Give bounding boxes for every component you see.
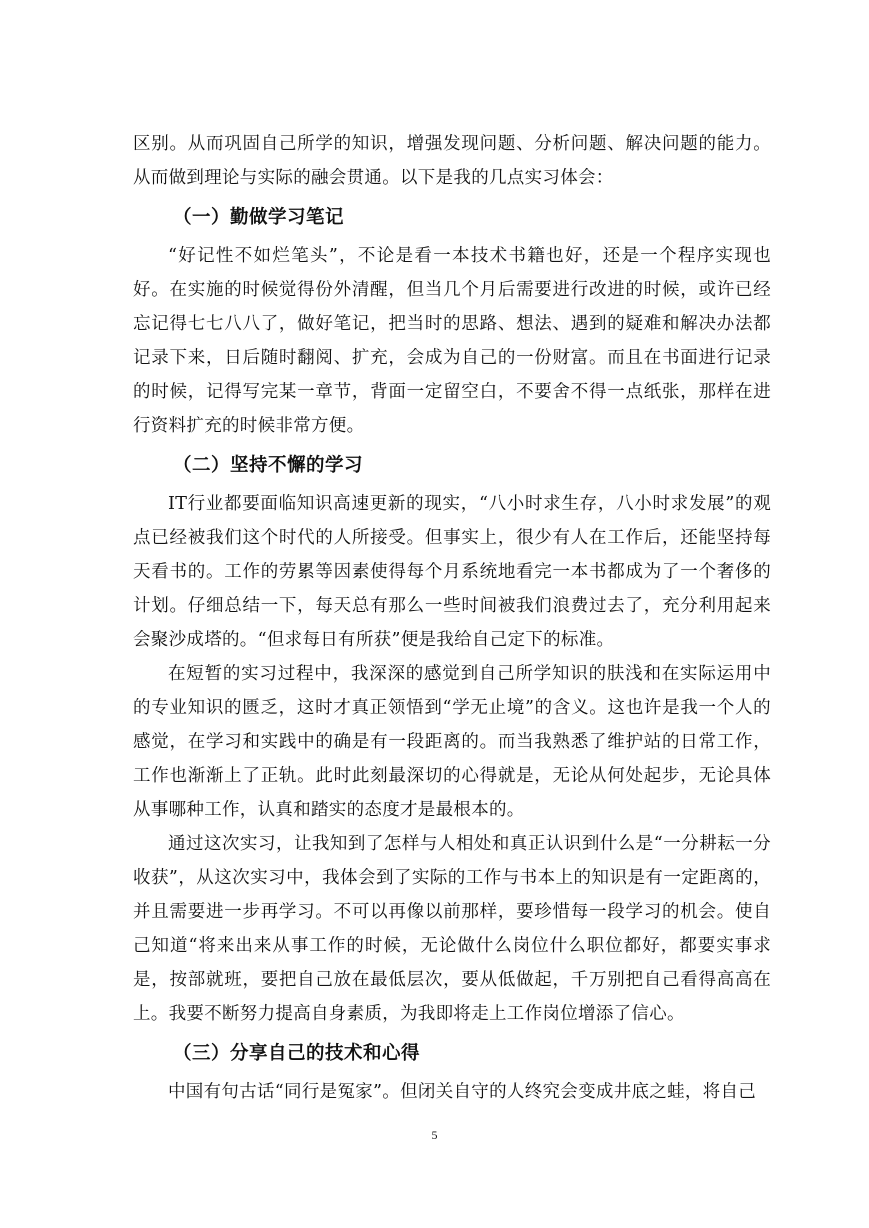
page-number: 5 — [431, 1128, 438, 1142]
section3-paragraph-1: 中国有句古话“同行是冤家”。但闭关自守的人终究会变成井底之蛙，将自己 — [168, 1082, 757, 1102]
section-heading-3: （三）分享自己的技术和心得 — [173, 1043, 421, 1064]
section2-paragraph-1: IT行业都要面临知识高速更新的现实，“八小时求生存，八小时求发展”的观点已经被我们这个时代的人所接受。但事实上，很少有人在工作后，还能坚持每天看书的。工作的劳累等因素使得每个月系统地看完一本书都成为了一个奢侈的计划。仔细总结一下，每天总有那么一些时间被我们浪费过去了，充分利用起来会聚沙成塔的。“但求每日有所获”便是我给自己定下的标准。 — [133, 494, 771, 650]
intro-paragraph: 区别。从而巩固自己所学的知识，增强发现问题、分析问题、解决问题的能力。从而做到理论与实际的融会贯通。以下是我的几点实习体会： — [133, 134, 771, 188]
section2-paragraph-3: 通过这次实习，让我知到了怎样与人相处和真正认识到什么是“一分耕耘一分收获”，从这次实习中，我体会到了实际的工作与书本上的知识是有一定距离的，并且需要进一步再学习。不可以再像以前那样，要珍惜每一段学习的机会。使自己知道“将来出来从事工作的时候，无论做什么岗位什么职位都好，都要实事求是，按部就班，要把自己放在最低层次，要从低做起，千万别把自己看得高高在上。我要不断努力提高自身素质，为我即将走上工作岗位增添了信心。 — [133, 834, 771, 1024]
section2-paragraph-2: 在短暂的实习过程中，我深深的感觉到自己所学知识的肤浅和在实际运用中的专业知识的匮乏，这时才真正领悟到“学无止境”的含义。这也许是我一个人的感觉，在学习和实践中的确是有一段距离的。而当我熟悉了维护站的日常工作，工作也渐渐上了正轨。此时此刻最深切的心得就是，无论从何处起步，无论具体从事哪种工作，认真和踏实的态度才是最根本的。 — [133, 664, 771, 820]
section-heading-1: （一）勤做学习笔记 — [173, 207, 345, 228]
section1-paragraph-1: “好记性不如烂笔头”，不论是看一本技术书籍也好，还是一个程序实现也好。在实施的时候觉得份外清醒，但当几个月后需要进行改进的时候，或许已经忘记得七七八八了，做好笔记，把当时的思路、想法、遇到的疑难和解决办法都记录下来，日后随时翻阅、扩充，会成为自己的一份财富。而且在书面进行记录的时候，记得写完某一章节，背面一定留空白，不要舍不得一点纸张，那样在进行资料扩充的时候非常方便。 — [133, 246, 771, 436]
section-heading-2: （二）坚持不懈的学习 — [173, 455, 364, 476]
body-text — [133, 127, 771, 1109]
